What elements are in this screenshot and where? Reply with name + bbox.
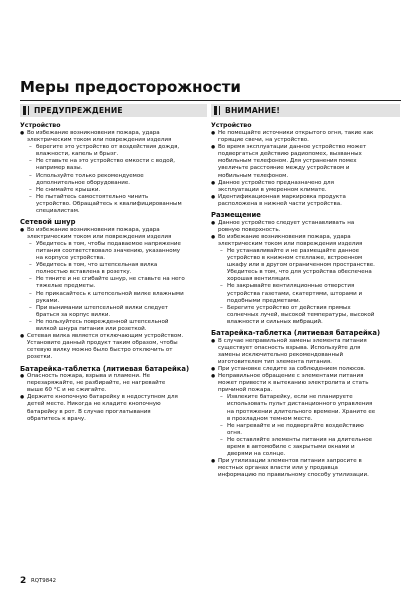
text-line: дверями на солнце.: [227, 451, 286, 458]
bullet-item: [211, 458, 400, 479]
text-line: изготовителем тип элемента питания.: [218, 358, 332, 365]
bullet-list: [211, 130, 400, 208]
bullet-list: [20, 373, 207, 423]
dash-list: [27, 144, 207, 215]
text-line: шкафу или в другом ограниченном пространстве.: [227, 262, 375, 269]
section-heading: Устройство: [211, 122, 252, 129]
text-line: эксплуатации в умеренном климате.: [218, 186, 327, 193]
text-line: информацию по правильному способу утилизации.: [218, 472, 369, 479]
dash-item: [27, 241, 207, 262]
text-line: ● Сетевая вилка является отключающим устройством.: [27, 333, 184, 340]
text-line: – Не пользуйтесь поврежденной штепсельной: [36, 318, 169, 325]
text-line: ● Неправильное обращение с элементами питания: [218, 373, 364, 380]
text-line: ● Во избежание возникновения пожара, удара: [27, 130, 160, 136]
text-line: может привести к вытеканию электролита и стать: [218, 380, 369, 387]
text-line: Установите данный продукт таким образом, чтобы: [27, 340, 178, 347]
text-line: – Не ставьте на это устройство емкости с водой,: [36, 158, 176, 165]
text-line: мобильным телефоном.: [218, 172, 289, 179]
bullet-item: [211, 130, 400, 144]
bullet-list: [211, 220, 400, 326]
text-line: расположена в нижней части устройства.: [218, 200, 342, 207]
warning-banner-title: ПРЕДУПРЕЖДЕНИЕ: [34, 106, 123, 115]
warning-banner: [20, 104, 207, 117]
text-line: электрическим током или повреждения изделия: [27, 137, 172, 144]
text-line: огня.: [227, 429, 243, 436]
text-line: ● При установке следите за соблюдением полюсов.: [218, 366, 366, 372]
text-line: замены исключительно рекомендованный: [218, 351, 344, 358]
text-line: выше 60 °C и не сжигайте.: [27, 387, 107, 394]
text-line: – Не закрывайте вентиляционные отверстия: [227, 283, 355, 290]
section-marker-icon: [23, 106, 29, 115]
dash-item: [218, 305, 400, 326]
bullet-item: [20, 227, 207, 333]
section-heading: Размещение: [211, 211, 261, 220]
text-line: увеличьте расстояние между устройством и: [218, 165, 350, 172]
bullet-list: [211, 338, 400, 480]
text-line: ● Не помещайте источники открытого огня, такие как: [218, 130, 374, 136]
section-heading: Батарейка-таблетка (литиевая батарейка): [20, 364, 190, 373]
text-line: местных органах власти или у продавца: [218, 465, 338, 472]
dash-item: [27, 305, 207, 319]
text-line: электрическим током или повреждения изделия: [218, 240, 363, 247]
text-line: – Не снимайте крышки.: [36, 186, 101, 193]
text-line: – Не оставляйте элементы питания на длительное: [227, 436, 373, 443]
section-heading: Батарейка-таблетка (литиевая батарейка): [211, 329, 381, 338]
dash-item: [218, 248, 400, 283]
bullet-list: [20, 130, 207, 215]
bullet-item: [211, 373, 400, 458]
dash-item: [27, 173, 207, 187]
caution-content: [211, 122, 400, 480]
dash-item: [27, 187, 207, 194]
bullet-item: [20, 130, 207, 215]
text-line: – берегите это устройство от воздействия дождя,: [36, 144, 180, 151]
text-line: электрическим током или повреждения изделия: [27, 233, 172, 240]
dash-item: [27, 319, 207, 333]
text-line: подобными предметами.: [227, 297, 301, 304]
text-line: – Убедитесь в том, что штепсельная вилка: [36, 262, 158, 269]
text-line: Убедитесь в том, что для устройства обеспечена: [227, 269, 372, 276]
text-line: ● Во избежание возникновения пожара, удара: [218, 233, 351, 240]
bullet-item: [211, 144, 400, 179]
text-line: ● При утилизации элементов питания запросите в: [218, 458, 362, 465]
text-line: подвергаться действию радиопомех, вызванных: [218, 151, 362, 158]
bullet-item: [20, 373, 207, 394]
text-line: детей месте. Никогда не кладите кнопочную: [27, 401, 161, 408]
text-line: устройство в книжном стеллаже, встроенном: [227, 255, 363, 262]
text-line: перезаряжайте, не разбирайте, не нагревайте: [27, 380, 166, 387]
text-line: – Не прикасайтесь к штепсельной вилке влажными: [36, 290, 184, 297]
text-line: устройства газетами, скатертями, шторами и: [227, 290, 363, 297]
dash-item: [218, 423, 400, 437]
text-line: – Не тяните и не сгибайте шнур, не ставьте на него: [36, 276, 185, 283]
text-line: ● Идентификационная маркировка продукта: [218, 193, 346, 200]
text-line: например вазы.: [36, 165, 83, 172]
title-rule: [20, 100, 401, 101]
text-line: хорошая вентиляция.: [227, 276, 291, 283]
warning-content: [20, 122, 207, 423]
document-code: RQT9842: [31, 578, 57, 584]
dash-item: [27, 158, 207, 172]
text-line: устройство. Обращайтесь к квалифицированным: [36, 200, 182, 207]
dash-item: [218, 283, 400, 304]
page-title: Меры предосторожности: [20, 78, 241, 96]
dash-item: [218, 437, 400, 458]
text-line: тяжелые предметы.: [36, 283, 96, 290]
dash-item: [27, 276, 207, 290]
bullet-item: [211, 220, 400, 234]
text-line: влажности, капель и брызг.: [36, 151, 119, 158]
text-line: полностью вставлена в розетку.: [36, 269, 132, 276]
text-line: ● Держите кнопочную батарейку в недоступном для: [27, 394, 178, 401]
caution-banner: [211, 104, 400, 117]
text-line: вилкой шнура питания или розеткой.: [36, 326, 147, 333]
text-line: питания соответствовало значению, указанному: [36, 248, 181, 254]
dash-list: [218, 248, 400, 326]
text-line: ● Во время эксплуатации данное устройство может: [218, 144, 367, 151]
text-line: руками.: [36, 297, 60, 304]
text-line: ● Опасность пожара, взрыва и пламени. Не: [27, 373, 151, 380]
dash-item: [27, 194, 207, 215]
text-line: солнечных лучей, высокой температуры, высокой: [227, 311, 375, 318]
text-line: ● Во избежание возникновения пожара, удара: [27, 226, 160, 233]
bullet-item: [211, 366, 400, 373]
bullet-item: [20, 394, 207, 422]
bullet-item: [211, 234, 400, 326]
text-line: время в автомобиле с закрытыми окнами и: [227, 444, 355, 451]
text-line: причиной пожара.: [218, 387, 273, 394]
dash-item: [218, 394, 400, 422]
text-line: – Убедитесь в том, чтобы подаваемое напряжение: [36, 240, 181, 247]
text-line: существует опасность взрыва. Используйте для: [218, 344, 361, 351]
bullet-item: [211, 194, 400, 208]
bullet-item: [211, 338, 400, 366]
text-line: горящие свечи, на устройство.: [218, 137, 309, 144]
text-line: – При вынимании штепсельной вилки следует: [36, 304, 169, 311]
text-line: специалистам.: [36, 208, 80, 215]
text-line: – Не устанавливайте и не размещайте данное: [227, 248, 360, 254]
text-line: – Извлеките батарейку, если не планируете: [227, 394, 353, 401]
section-marker-icon: [214, 106, 220, 115]
dash-item: [27, 262, 207, 276]
text-line: мобильным телефоном. Для устранения помех: [218, 158, 357, 165]
warning-column: [20, 104, 207, 423]
section-heading: Сетевой шнур: [20, 218, 76, 227]
text-line: розетки.: [27, 354, 53, 361]
text-line: обратитесь к врачу.: [27, 415, 86, 422]
text-line: браться за корпус вилки.: [36, 311, 111, 318]
dash-item: [27, 144, 207, 158]
caution-banner-title: ВНИМАНИЕ!: [225, 106, 281, 115]
text-line: ● В случае неправильной замены элемента питания: [218, 337, 367, 344]
text-line: – Не нагревайте и не подвергайте воздействию: [227, 422, 364, 429]
text-line: ровную поверхность.: [218, 226, 281, 233]
bullet-item: [211, 180, 400, 194]
text-line: использовать пульт дистанционного управления: [227, 401, 373, 408]
text-line: дополнительное оборудование.: [36, 179, 130, 186]
text-line: – Берегите устройство от действия прямых: [227, 304, 351, 311]
text-line: ● Данное устройство следует устанавливать на: [218, 219, 355, 226]
text-line: – Не пытайтесь самостоятельно чинить: [36, 193, 149, 200]
page-number: 2: [20, 576, 27, 586]
text-line: в прохладном темном месте.: [227, 415, 313, 422]
section-heading: Устройство: [20, 122, 61, 129]
text-line: батарейку в рот. В случае проглатывания: [27, 408, 151, 415]
text-line: – Используйте только рекомендуемое: [36, 172, 144, 179]
text-line: на протяжении длительного времени. Храните ее: [227, 408, 376, 415]
text-line: влажности и сильных вибраций.: [227, 318, 323, 325]
text-line: на корпусе устройства.: [36, 255, 105, 262]
caution-column: [211, 104, 400, 480]
bullet-list: [20, 227, 207, 362]
dash-item: [27, 291, 207, 305]
bullet-item: [20, 333, 207, 361]
dash-list: [218, 394, 400, 458]
text-line: ● Данное устройство предназначено для: [218, 179, 334, 186]
dash-list: [27, 241, 207, 333]
text-line: сетевую вилку можно было быстро отключить от: [27, 347, 173, 354]
